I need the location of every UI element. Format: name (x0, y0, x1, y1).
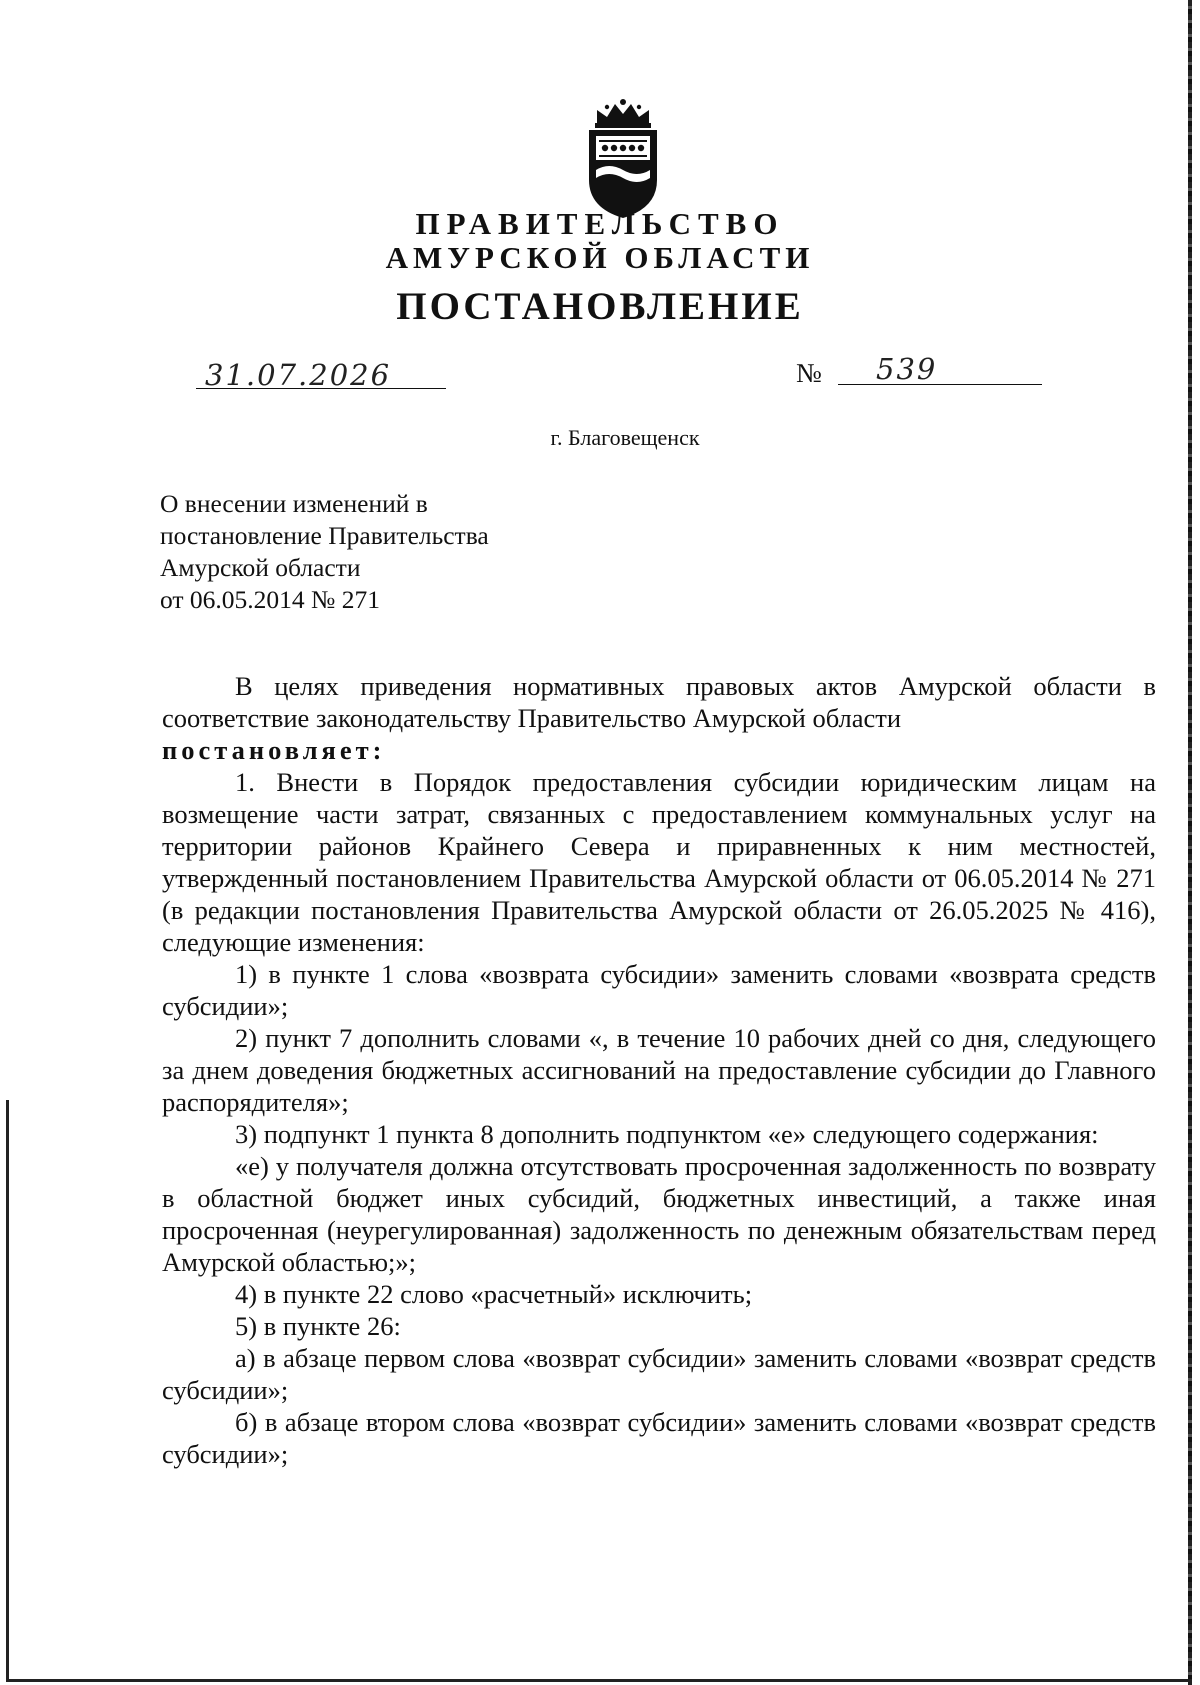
coat-of-arms-emblem (583, 98, 663, 220)
subject-line: Амурской области (160, 553, 361, 582)
subitem-3-quoted-text: «е) у получателя должна отсутствовать просроченная задолженность по возврату в областной бюджет иных субсидий, бюджетных инвестиций, а также иная просроченная (неурегулированная) задолженность по денежным обязательствам перед Амурской областью;»; (162, 1151, 1156, 1277)
city-name: г. Благовещенск (550, 425, 700, 450)
item-1-paragraph: 1. Внести в Порядок предоставления субсидии юридическим лицам на возмещение части затрат, связанных с предоставлением коммунальных услуг на территории районов Крайнего Севера и приравненных к ним местностей, утвержденный постановлением Правительства Амурской области от 06.05.2014 № 271 (в редакции постановления Правительства Амурской области от 26.05.2025 № 416), следующие изменения: (162, 767, 1156, 957)
number-label: № (796, 358, 822, 388)
government-title-line2: АМУРСКОЙ ОБЛАСТИ (385, 240, 815, 275)
scan-edge-left (6, 1100, 9, 1680)
subitem-1-paragraph: 1) в пункте 1 слова «возврата субсидии» заменить словами «возврата средств субсидии»; (162, 959, 1156, 1021)
subitem-3-paragraph: 3) подпункт 1 пункта 8 дополнить подпунктом «е» следующего содержания: (235, 1119, 1099, 1149)
subject-line: О внесении изменений в (160, 489, 428, 518)
document-subject (160, 488, 489, 616)
resolves-word: постановляет: (162, 735, 386, 765)
document-body (162, 670, 1156, 1470)
subitem-4-paragraph: 4) в пункте 22 слово «расчетный» исключить; (235, 1279, 753, 1309)
scan-edge-bottom (6, 1679, 1192, 1682)
subitem-5b-paragraph: б) в абзаце втором слова «возврат субсидии» заменить словами «возврат средств субсидии»; (162, 1407, 1156, 1469)
subitem-2-paragraph: 2) пункт 7 дополнить словами «, в течение 10 рабочих дней со дня, следующего за днем доведения бюджетных ассигнований на предоставление субсидии до Главного распорядителя»; (162, 1023, 1156, 1117)
number-underline (838, 384, 1042, 385)
document-number: 539 (876, 352, 938, 386)
preamble-paragraph: В целях приведения нормативных правовых актов Амурской области в соответствие законодательству Правительство Амурской области (162, 671, 1156, 733)
subject-line: от 06.05.2014 № 271 (160, 585, 381, 614)
subitem-5-paragraph: 5) в пункте 26: (235, 1311, 401, 1341)
document-type-heading: ПОСТАНОВЛЕНИЕ (396, 285, 804, 328)
subject-line: постановление Правительства (160, 521, 489, 550)
government-title-line1: ПРАВИТЕЛЬСТВО (415, 206, 785, 241)
document-date: 31.07.2026 (205, 358, 392, 392)
subitem-5a-paragraph: а) в абзаце первом слова «возврат субсидии» заменить словами «возврат средств субсидии»; (162, 1343, 1156, 1405)
